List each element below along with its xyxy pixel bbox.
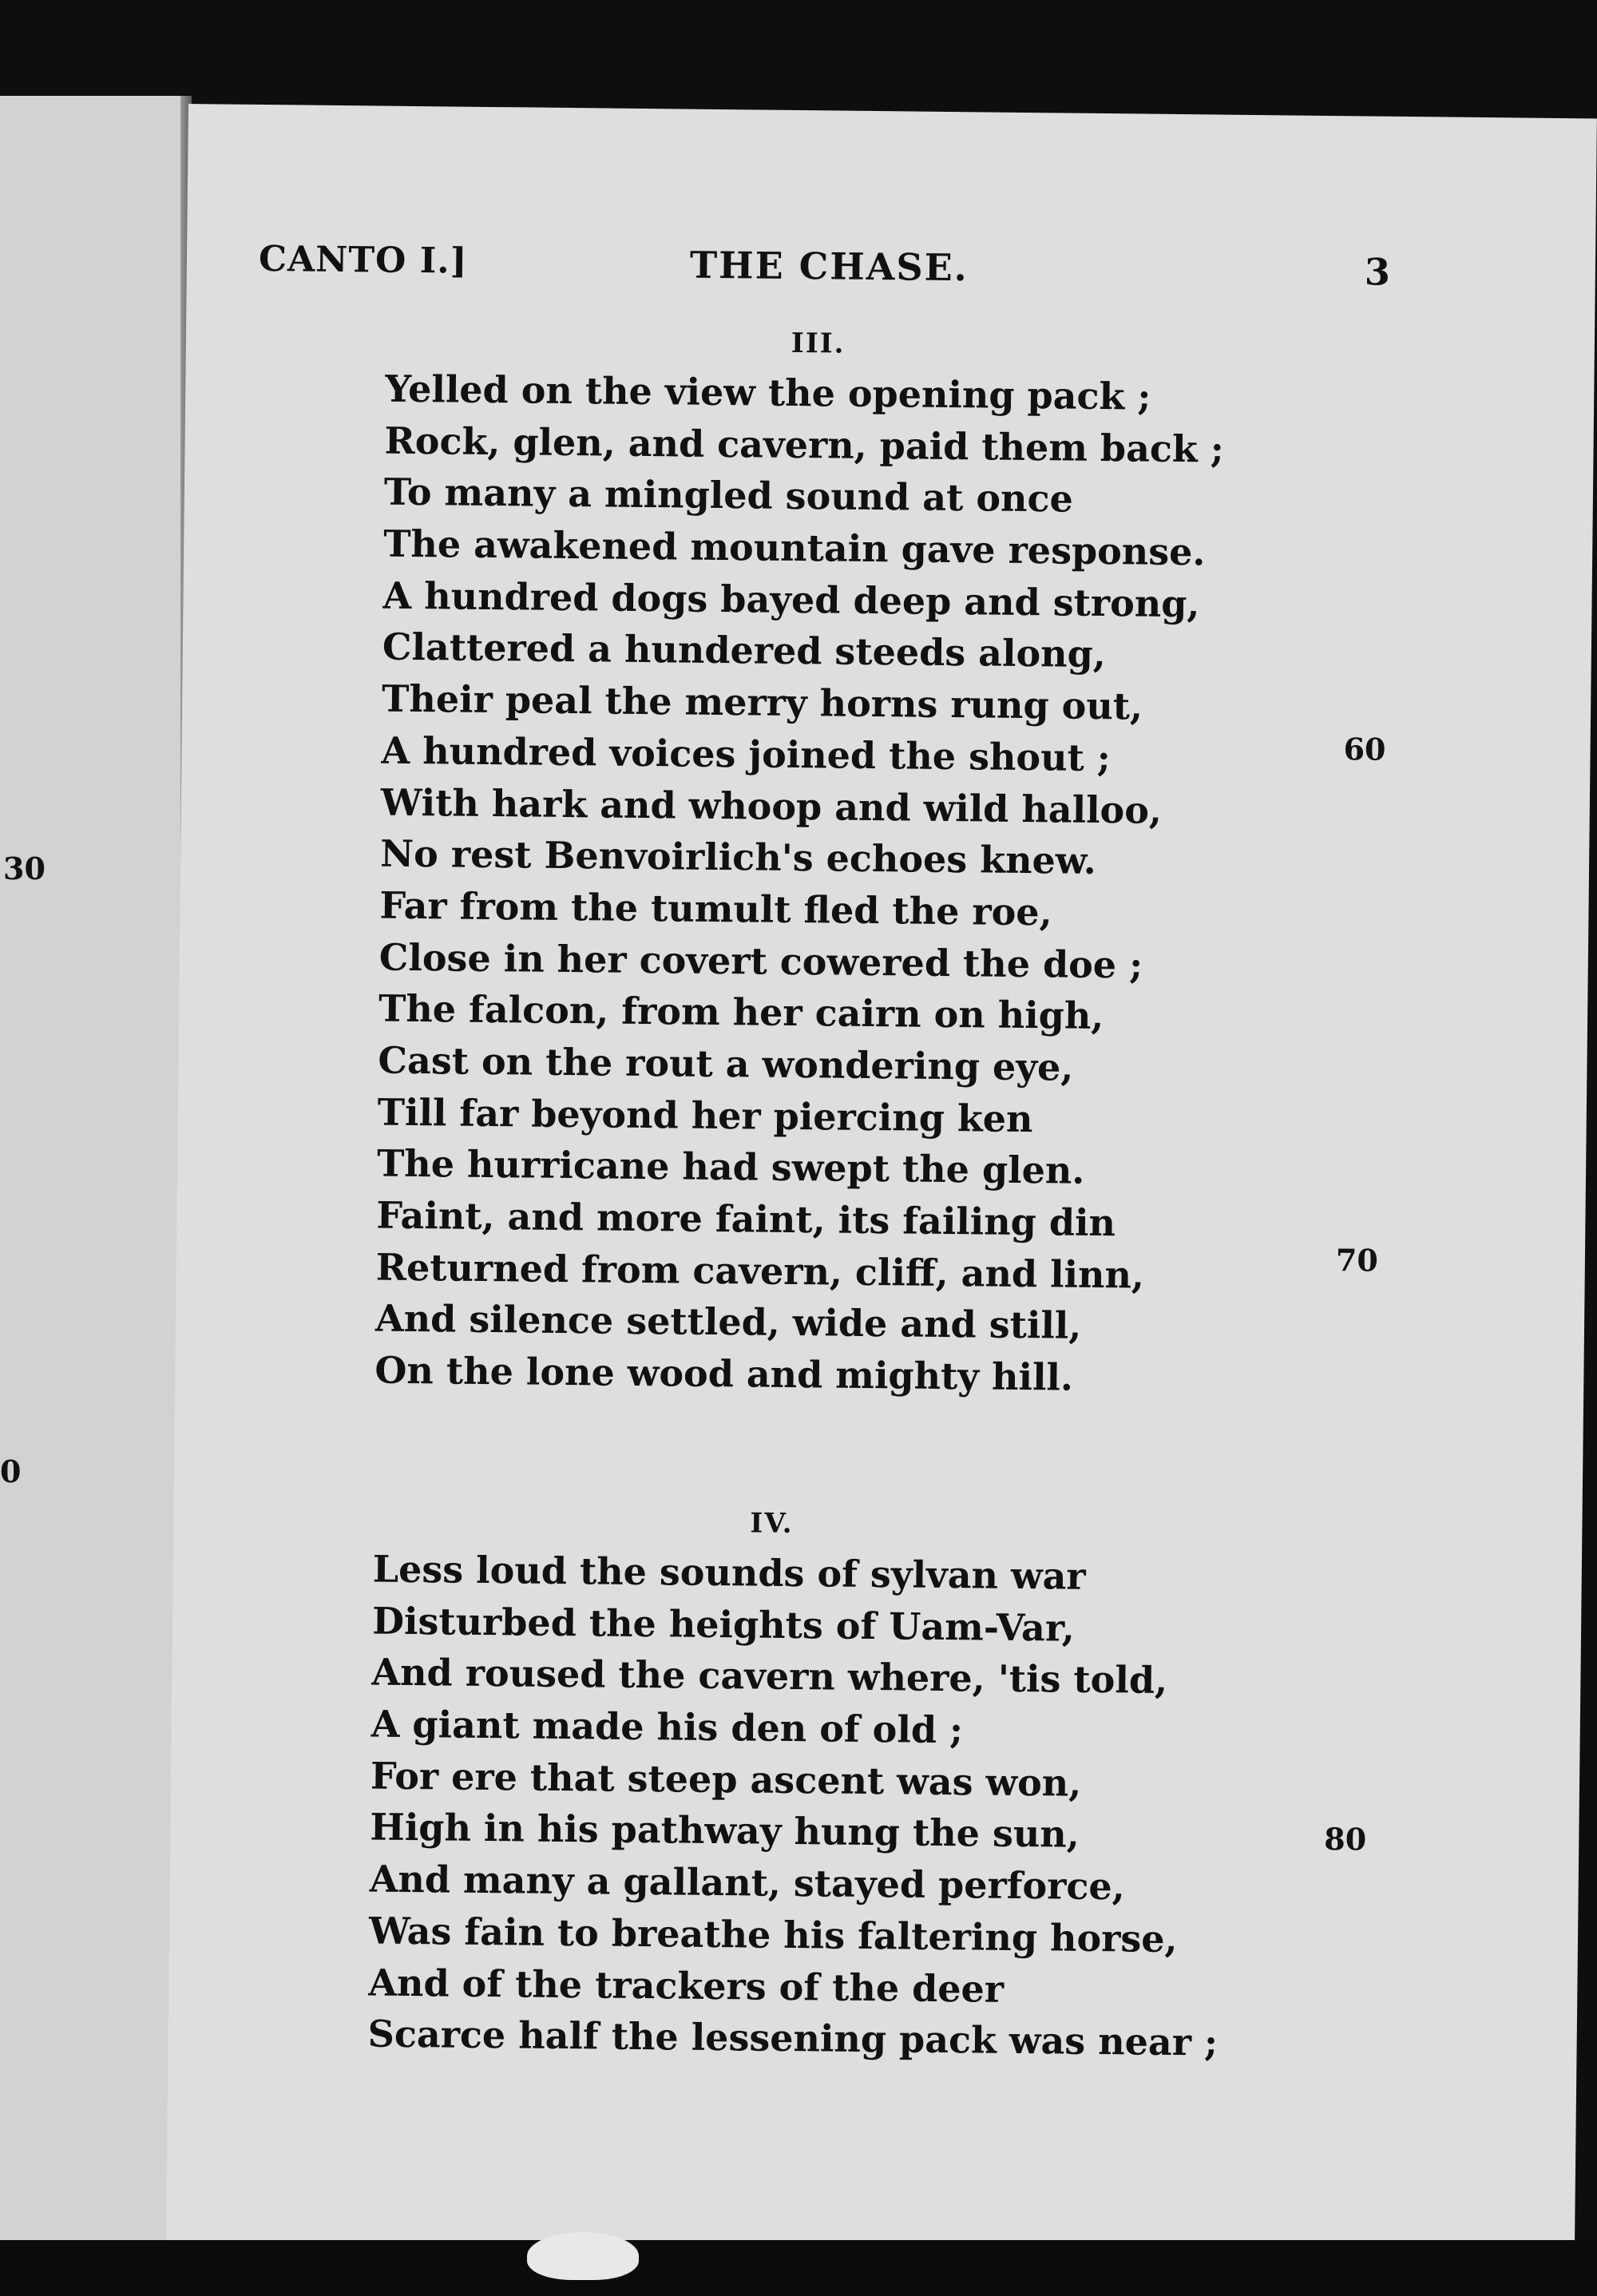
line-number: 60 xyxy=(1343,731,1386,767)
verse-line: Rock, glen, and cavern, paid them back ; xyxy=(384,418,1225,471)
verse-line: Cast on the rout a wondering eye, xyxy=(378,1038,1074,1089)
stanza-number: III. xyxy=(791,327,846,360)
page-number: 3 xyxy=(1364,250,1391,294)
verse-line: The falcon, from her cairn on high, xyxy=(378,986,1104,1038)
facing-line-number: 0 xyxy=(0,1453,22,1489)
verse-line: Faint, and more faint, its failing din xyxy=(376,1193,1116,1245)
verse-line: High in his pathway hung the sun, xyxy=(370,1805,1080,1857)
chapter-title: THE CHASE. xyxy=(689,243,969,290)
verse-line: Yelled on the view the opening pack ; xyxy=(384,367,1151,418)
verse-line: A hundred dogs bayed deep and strong, xyxy=(382,573,1200,626)
running-head xyxy=(187,238,1595,294)
verse-line: The awakened mountain gave response. xyxy=(382,521,1206,574)
line-number: 70 xyxy=(1335,1242,1379,1279)
verse-line: And many a gallant, stayed perforce, xyxy=(369,1857,1126,1909)
stanza-iv xyxy=(367,1544,1223,2069)
paper-tear xyxy=(527,2232,639,2280)
verse-line: Clattered a hundered steeds along, xyxy=(382,625,1107,676)
verse-line: Far from the tumult fled the roe, xyxy=(379,883,1052,934)
stanza-number: IV. xyxy=(750,1507,794,1541)
verse-line: A hundred voices joined the shout ; xyxy=(381,728,1112,779)
verse-line: Their peal the merry horns rung out, xyxy=(381,676,1143,728)
verse-line: A giant made his den of old ; xyxy=(371,1702,964,1752)
verse-line: Close in her covert cowered the doe ; xyxy=(378,935,1143,987)
verse-line: The hurricane had swept the glen. xyxy=(376,1141,1085,1193)
verse-line: Till far beyond her piercing ken xyxy=(377,1090,1033,1140)
stanza-iii xyxy=(374,363,1225,1406)
verse-line: For ere that steep ascent was won, xyxy=(370,1754,1082,1805)
scan-bottom-edge xyxy=(0,2240,1597,2296)
book-page xyxy=(166,104,1597,2266)
verse-line: To many a mingled sound at once xyxy=(383,470,1074,521)
verse-line: No rest Benvoirlich's echoes knew. xyxy=(379,831,1097,883)
verse-line: And of the trackers of the deer xyxy=(368,1960,1005,2011)
facing-page-edge xyxy=(0,96,192,2244)
verse-line: Less loud the sounds of sylvan war xyxy=(372,1547,1086,1598)
verse-line: Scarce half the lessening pack was near ; xyxy=(367,2012,1219,2064)
line-number: 80 xyxy=(1324,1821,1367,1858)
verse-line: Was fain to breathe his faltering horse, xyxy=(368,1909,1178,1961)
verse-line: And roused the cavern where, 'tis told, xyxy=(371,1650,1168,1703)
verse-line: Disturbed the heights of Uam-Var, xyxy=(371,1599,1076,1650)
facing-line-number: 30 xyxy=(3,851,46,886)
verse-line: On the lone wood and mighty hill. xyxy=(374,1348,1074,1399)
verse-line: With hark and whoop and wild halloo, xyxy=(380,780,1163,832)
canto-label: CANTO I.] xyxy=(258,238,468,282)
verse-line: And silence settled, wide and still, xyxy=(374,1296,1082,1348)
verse-line: Returned from cavern, cliff, and linn, xyxy=(375,1245,1145,1297)
